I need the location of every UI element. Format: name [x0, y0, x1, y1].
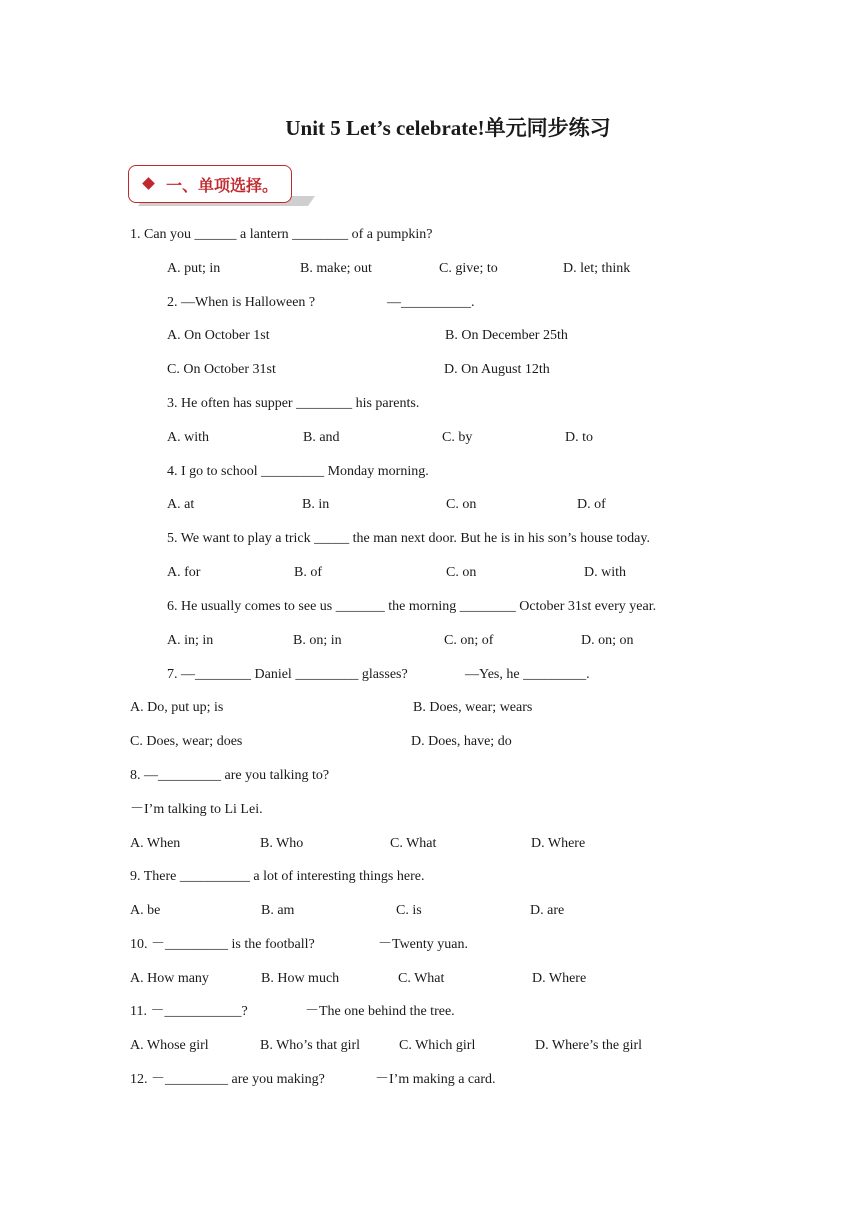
question-option: C. on; of [444, 633, 494, 648]
question-option: C. What [398, 971, 445, 986]
question-option: B. in [302, 497, 330, 512]
question-option: D. On August 12th [444, 362, 550, 377]
question-option: B. on; in [293, 633, 342, 648]
question-option: A. with [167, 430, 209, 445]
question-option: C. on [446, 565, 477, 580]
question-option: A. When [130, 836, 181, 851]
question-option: B. of [294, 565, 322, 580]
section-header [128, 165, 308, 207]
question-option: B. Who’s that girl [260, 1038, 361, 1053]
question-option: D. Where’s the girl [535, 1038, 643, 1053]
question-option: D. Does, have; do [411, 734, 512, 749]
question-option: B. On December 25th [445, 328, 568, 343]
question-option: A. put; in [167, 261, 221, 276]
question-option: D. are [530, 903, 565, 918]
question-option: C. is [396, 903, 422, 918]
question-option: －I’m making a card. [375, 1072, 496, 1087]
question-option: C. on [446, 497, 477, 512]
question-line: －I’m talking to Li Lei. [130, 802, 263, 817]
question-option: A. in; in [167, 633, 214, 648]
question-option: C. give; to [439, 261, 498, 276]
question-option: 11. －___________? [130, 1004, 248, 1019]
page-title: Unit 5 Let’s celebrate!单元同步练习 [285, 116, 611, 140]
question-option: A. How many [130, 971, 209, 986]
question-option: B. How much [261, 971, 340, 986]
question-option: D. Where [531, 836, 586, 851]
question-option: 12. －_________ are you making? [130, 1072, 325, 1087]
question-option: A. be [130, 903, 161, 918]
question-option: －The one behind the tree. [305, 1004, 455, 1019]
question-option: A. Whose girl [130, 1038, 209, 1053]
question-line: 6. He usually comes to see us _______ the morning ________ October 31st every year. [167, 599, 657, 614]
question-option: —Yes, he _________. [465, 667, 590, 682]
question-option: －Twenty yuan. [378, 937, 469, 952]
question-option: B. Who [260, 836, 304, 851]
question-line: 4. I go to school _________ Monday morning. [167, 464, 429, 479]
question-line: 3. He often has supper ________ his parents. [167, 396, 420, 411]
question-option: B. and [303, 430, 340, 445]
question-option: A. Do, put up; is [130, 700, 224, 715]
question-option: A. for [167, 565, 201, 580]
question-line: 1. Can you ______ a lantern ________ of a pumpkin? [130, 227, 433, 242]
question-option: —__________. [387, 295, 475, 310]
question-option: D. Where [532, 971, 587, 986]
question-option: B. make; out [300, 261, 372, 276]
section-header-label: 一、单项选择。 [166, 176, 279, 195]
question-option: A. On October 1st [167, 328, 270, 343]
question-line: 8. —_________ are you talking to? [130, 768, 330, 783]
question-line: 5. We want to play a trick _____ the man next door. But he is in his son’s house today. [167, 531, 650, 546]
question-option: 10. －_________ is the football? [130, 937, 315, 952]
question-option: C. by [442, 430, 473, 445]
question-option: D. of [577, 497, 606, 512]
question-option: 7. —________ Daniel _________ glasses? [167, 667, 408, 682]
question-option: B. am [261, 903, 295, 918]
question-option: 2. —When is Halloween ? [167, 295, 316, 310]
question-option: D. on; on [581, 633, 634, 648]
question-option: A. at [167, 497, 195, 512]
question-option: D. with [584, 565, 626, 580]
question-option: C. On October 31st [167, 362, 276, 377]
question-option: B. Does, wear; wears [413, 700, 533, 715]
question-option: D. to [565, 430, 593, 445]
question-option: C. Does, wear; does [130, 734, 243, 749]
question-option: D. let; think [563, 261, 631, 276]
question-option: C. What [390, 836, 437, 851]
question-option: C. Which girl [399, 1038, 476, 1053]
question-line: 9. There __________ a lot of interesting things here. [130, 869, 425, 884]
